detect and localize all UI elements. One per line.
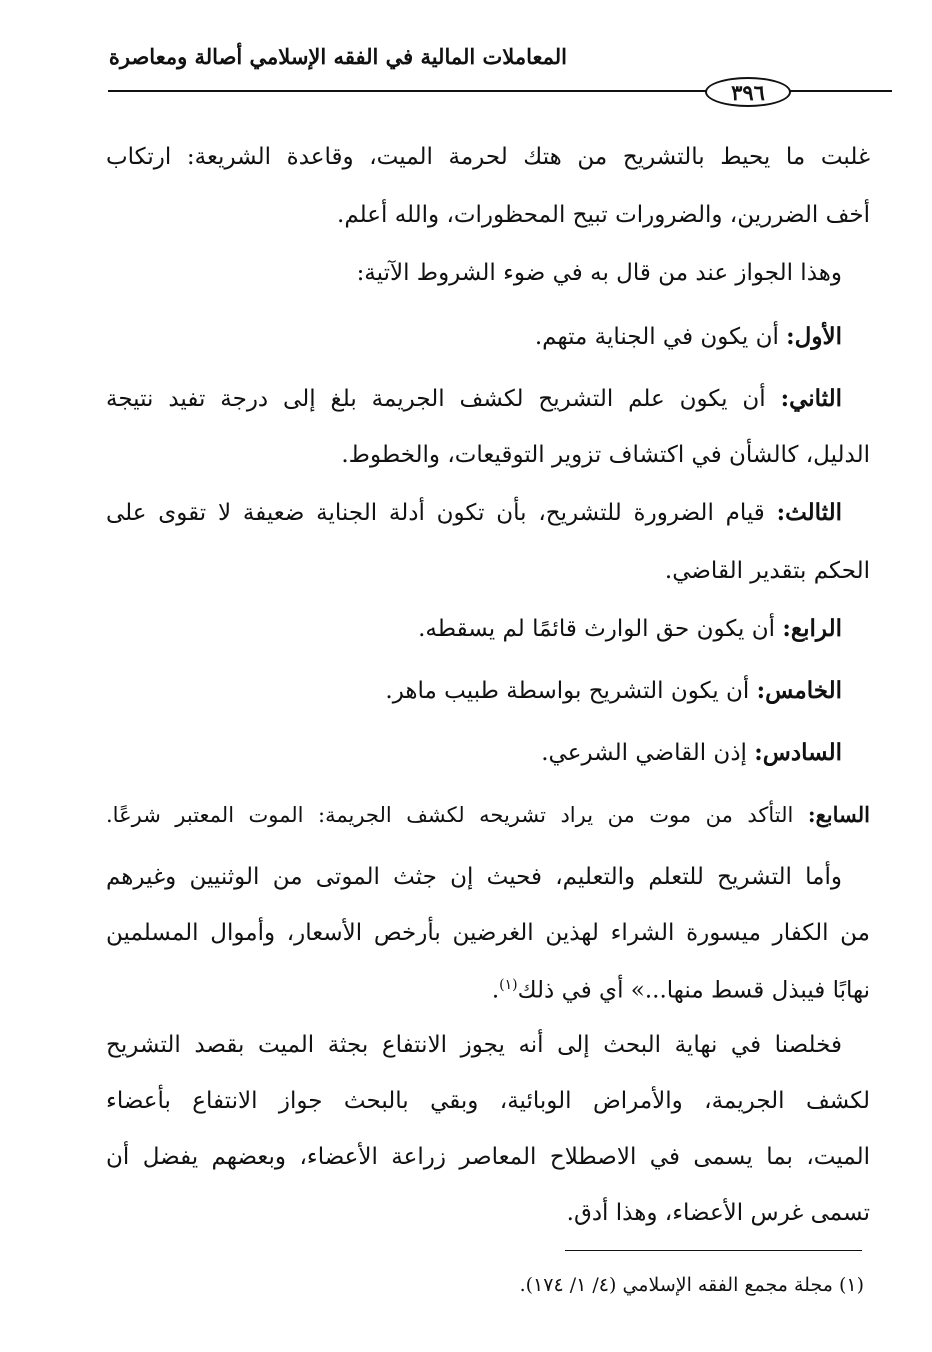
condition-seventh: [106, 800, 870, 830]
condition-label: السابع:: [807, 802, 870, 827]
condition-text: أن يكون التشريح بواسطة طبيب ماهر.: [385, 678, 750, 704]
page-number-oval: [705, 77, 791, 107]
condition-text: التأكد من موت من يراد تشريحه لكشف الجريمة: الموت المعتبر شرعًا.: [106, 803, 794, 827]
condition-label: السادس:: [754, 739, 842, 766]
condition-first: [106, 322, 842, 352]
condition-fifth: [106, 676, 842, 706]
condition-continuation: الدليل، كالشأن في اكتشاف تزوير التوقيعات، والخطوط.: [341, 442, 870, 468]
body-line: الميت، بما يسمى في الاصطلاح المعاصر زراعة الأعضاء، وبعضهم يفضل أن: [106, 1144, 870, 1170]
body-line: غلبت ما يحيط بالتشريح من هتك لحرمة الميت، وقاعدة الشريعة: ارتكاب: [106, 144, 870, 170]
condition-fourth: [106, 614, 842, 644]
body-line: من الكفار ميسورة الشراء لهذين الغرضين بأرخص الأسعار، وأموال المسلمين: [106, 920, 870, 946]
body-line: لكشف الجريمة، والأمراض الوبائية، وبقي بالبحث جواز الانتفاع بأعضاء: [106, 1088, 870, 1114]
condition-text: أن يكون حق الوارث قائمًا لم يسقطه.: [418, 616, 776, 642]
condition-text: أن يكون علم التشريح لكشف الجريمة بلغ إلى درجة تفيد نتيجة: [106, 386, 766, 412]
condition-label: الثاني:: [780, 385, 842, 412]
body-text: .: [491, 977, 500, 1004]
condition-second: [106, 384, 842, 414]
body-text: نهابًا فيبذل قسط منها...» أي في ذلك: [517, 977, 870, 1004]
body-line: تسمى غرس الأعضاء، وهذا أدق.: [566, 1200, 870, 1226]
condition-sixth: [106, 738, 842, 768]
running-title: المعاملات المالية في الفقه الإسلامي أصالة ومعاصرة: [108, 44, 567, 69]
body-line: فخلصنا في نهاية البحث إلى أنه يجوز الانتفاع بجثة الميت بقصد التشريح: [106, 1032, 842, 1058]
body-line: وأما التشريح للتعلم والتعليم، فحيث إن جثث الموتى من الوثنيين وغيرهم: [106, 864, 842, 890]
footnote: (١) مجلة مجمع الفقه الإسلامي (٤/ ١/ ١٧٤).: [519, 1274, 864, 1296]
condition-third: [106, 498, 842, 528]
footnote-rule: [565, 1250, 862, 1251]
condition-text: أن يكون في الجناية متهم.: [534, 324, 779, 350]
body-line: وهذا الجواز عند من قال به في ضوء الشروط الآتية:: [356, 260, 842, 286]
footnote-marker: (١): [499, 977, 518, 993]
condition-label: الثالث:: [776, 499, 843, 526]
condition-label: الأول:: [786, 323, 842, 350]
condition-continuation: الحكم بتقدير القاضي.: [664, 558, 870, 584]
body-line-with-footnote-ref: [106, 970, 870, 1006]
condition-label: الخامس:: [756, 677, 842, 704]
condition-text: إذن القاضي الشرعي.: [541, 740, 747, 766]
condition-text: قيام الضرورة للتشريح، بأن تكون أدلة الجناية ضعيفة لا تقوى على: [106, 500, 765, 526]
condition-label: الرابع:: [782, 615, 842, 642]
body-line: أخف الضررين، والضرورات تبيح المحظورات، والله أعلم.: [337, 202, 870, 228]
page-number: ٣٩٦: [731, 79, 765, 105]
